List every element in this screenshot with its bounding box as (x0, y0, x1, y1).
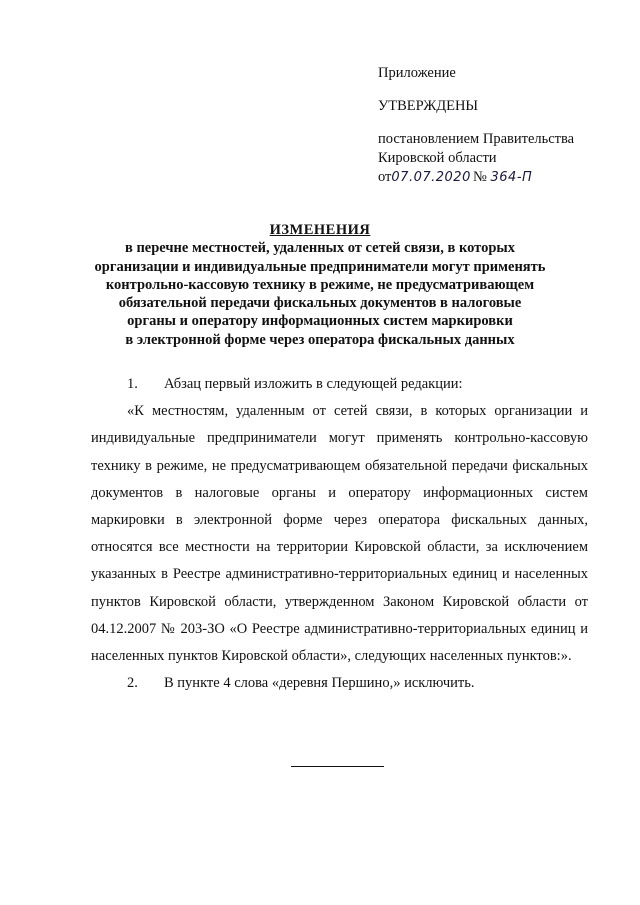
date-number-line (378, 168, 628, 187)
document-title-block (0, 221, 640, 349)
quoted-paragraph: «К местностям, удаленным от сетей связи, в которых организации и индивидуальные предприниматели могут применять контрольно-кассовую технику в режиме, не предусматривающем обязательной передачи фискальных документов в налоговые органы и оператору информационных систем маркировки в электронной форме через оператора фискальных данных, относятся все местности на территории Кировской области, за исключением указанных в Реестре административно-территориальных единиц и населенных пунктов Кировской области, утвержденном Законом Кировской области от 04.12.2007 № 203-ЗО «О Реестре административно-территориальных единиц и населенных пунктов Кировской области», следующих населенных пунктов:». (91, 403, 588, 665)
item-2-text: В пункте 4 слова «деревня Першино,» исключить. (164, 675, 475, 692)
title-line-2: организации и индивидуальные предприниматели могут применять (94, 258, 546, 275)
item-2-number: 2. (127, 675, 138, 692)
item-1 (91, 371, 588, 398)
title-line-3: контрольно-кассовую технику в режиме, не предусматривающем (105, 276, 535, 293)
item-1-number: 1. (127, 376, 138, 392)
resolution-line-2: Кировской области (378, 150, 497, 166)
title-line-4: обязательной передачи фискальных документов в налоговые (118, 295, 522, 312)
item-2 (91, 670, 588, 697)
item-1-text: Абзац первый изложить в следующей редакции: (164, 376, 463, 392)
approval-block (378, 64, 628, 187)
title-line-6: в электронной форме через оператора фискальных данных (125, 331, 515, 348)
date-prefix: от (378, 169, 392, 185)
handwritten-date: 07.07.2020 (391, 170, 471, 185)
approved-label: УТВЕРЖДЕНЫ (378, 98, 479, 114)
title-line-1: в перечне местностей, удаленных от сетей связи, в которых (125, 240, 515, 257)
appendix-label: Приложение (378, 65, 456, 81)
number-prefix: № (473, 169, 487, 185)
closing-divider (291, 766, 384, 767)
handwritten-number: 364-П (490, 170, 533, 185)
title-line-5: органы и оператору информационных систем маркировки (127, 313, 513, 330)
document-body (91, 371, 588, 697)
resolution-line-1: постановлением Правительства (378, 131, 575, 147)
document-title: ИЗМЕНЕНИЯ (269, 222, 371, 238)
